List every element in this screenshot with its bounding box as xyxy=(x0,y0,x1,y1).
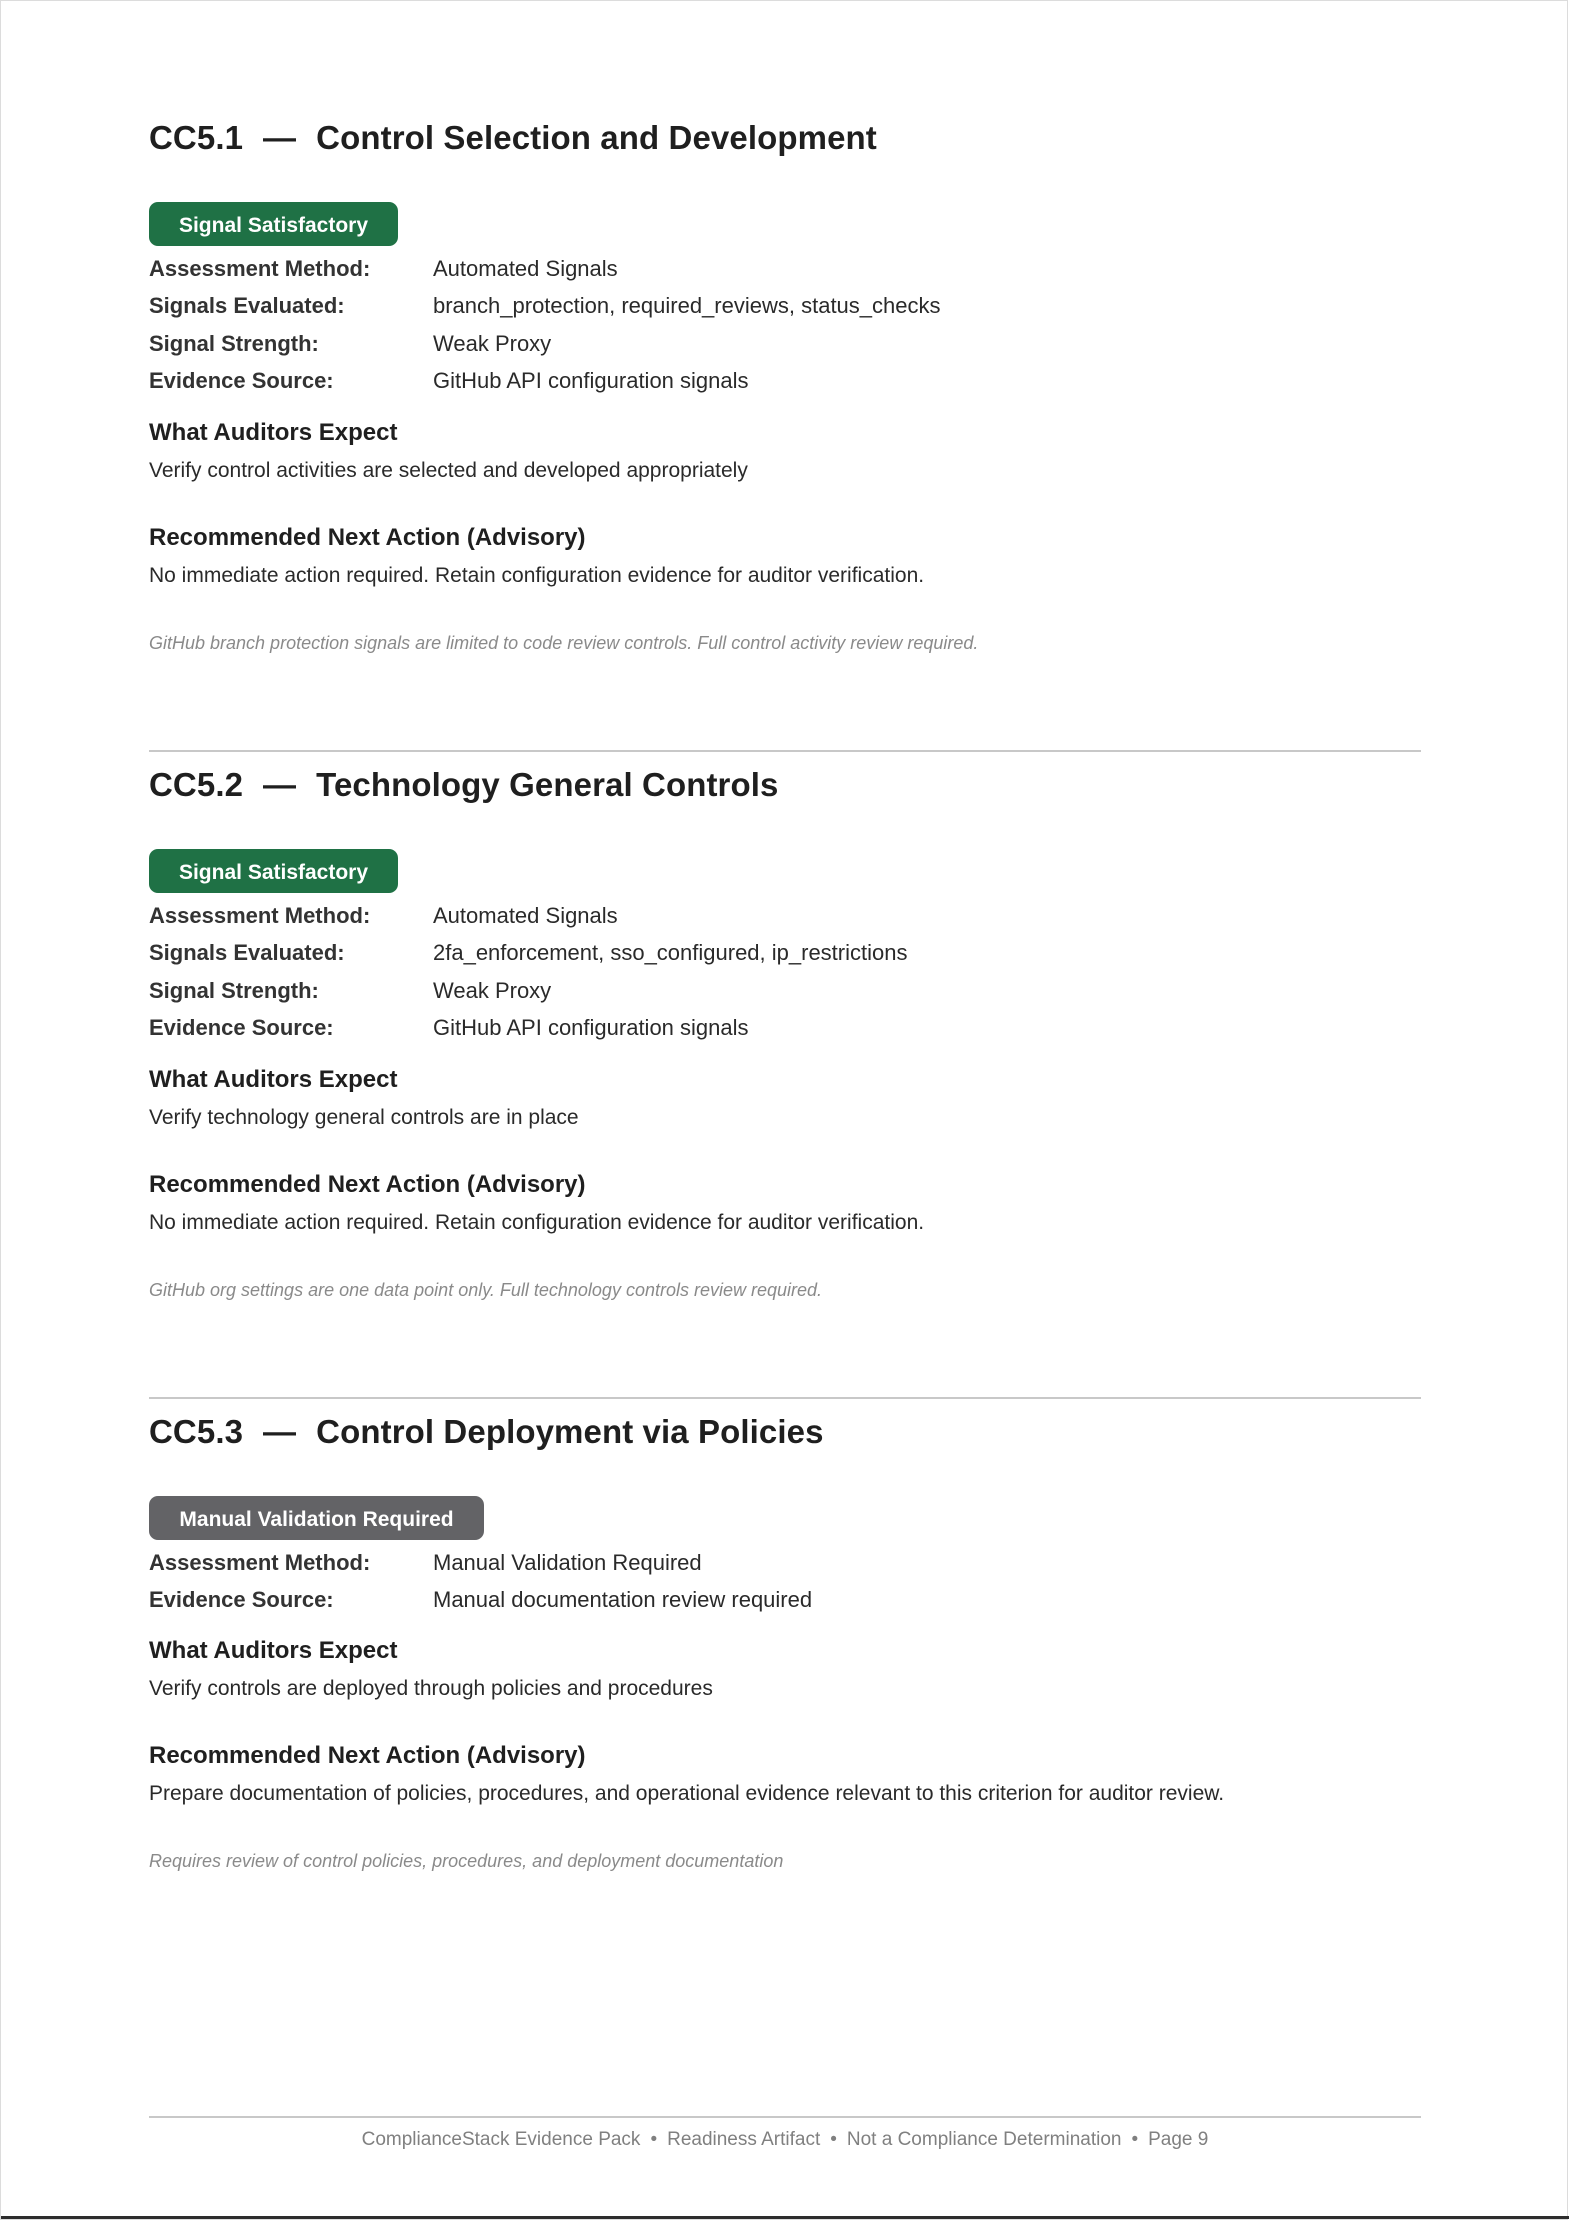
footer-disclaimer: Not a Compliance Determination xyxy=(846,2129,1122,2150)
field-label: Assessment Method: xyxy=(149,256,371,281)
field-assessment-method xyxy=(149,256,1421,286)
page-bottom-edge xyxy=(1,2216,1569,2219)
next-action-text: No immediate action required. Retain configuration evidence for auditor verification. xyxy=(149,1211,925,1234)
criterion-section-cc5-2 xyxy=(149,750,1421,1400)
criterion-id: CC5.1 xyxy=(149,119,244,156)
field-signal-strength xyxy=(149,978,1421,1008)
field-label: Assessment Method: xyxy=(149,903,371,928)
criterion-title: Control Deployment via Policies xyxy=(316,1413,824,1450)
field-value: Manual Validation Required xyxy=(433,1550,702,1575)
field-label: Signal Strength: xyxy=(149,331,319,356)
footer-separator: • xyxy=(1131,2129,1139,2150)
footer-page-number: Page 9 xyxy=(1148,2129,1209,2150)
field-label: Signal Strength: xyxy=(149,978,319,1003)
criterion-section-cc5-1 xyxy=(149,1,1421,701)
footer-separator: • xyxy=(830,2129,837,2150)
criterion-section-cc5-3 xyxy=(149,1397,1421,1897)
next-action-heading: Recommended Next Action (Advisory) xyxy=(149,524,586,551)
field-signals-evaluated xyxy=(149,293,1421,323)
field-label: Assessment Method: xyxy=(149,1550,371,1575)
title-dash: — xyxy=(263,1413,297,1450)
field-value: GitHub API configuration signals xyxy=(433,368,749,393)
field-assessment-method xyxy=(149,903,1421,933)
footer-separator: • xyxy=(650,2129,658,2150)
field-value: 2fa_enforcement, sso_configured, ip_restrictions xyxy=(433,940,908,965)
section-divider xyxy=(149,750,1421,752)
criterion-id: CC5.2 xyxy=(149,766,244,803)
field-label: Signals Evaluated: xyxy=(149,293,345,318)
auditors-expect-text: Verify controls are deployed through policies and procedures xyxy=(149,1677,713,1700)
field-value: Automated Signals xyxy=(433,256,618,281)
field-label: Signals Evaluated: xyxy=(149,940,345,965)
field-value: GitHub API configuration signals xyxy=(433,1015,749,1040)
field-assessment-method xyxy=(149,1550,1421,1580)
section-note: GitHub branch protection signals are limited to code review controls. Full control activity review required. xyxy=(149,633,979,653)
title-dash: — xyxy=(263,119,297,156)
field-value: Automated Signals xyxy=(433,903,618,928)
criterion-title: Technology General Controls xyxy=(316,766,779,803)
next-action-heading: Recommended Next Action (Advisory) xyxy=(149,1171,586,1198)
section-title xyxy=(149,766,778,804)
next-action-text: No immediate action required. Retain configuration evidence for auditor verification. xyxy=(149,564,925,587)
criterion-title: Control Selection and Development xyxy=(316,119,877,156)
status-badge: Signal Satisfactory xyxy=(149,202,398,246)
field-value: Manual documentation review required xyxy=(433,1587,813,1612)
field-evidence-source xyxy=(149,1587,1421,1617)
field-label: Evidence Source: xyxy=(149,1587,334,1612)
footer-divider xyxy=(149,2116,1421,2118)
status-badge: Signal Satisfactory xyxy=(149,849,398,893)
section-divider xyxy=(149,1397,1421,1399)
field-value: Weak Proxy xyxy=(433,978,552,1003)
section-note: Requires review of control policies, procedures, and deployment documentation xyxy=(149,1851,784,1871)
auditors-expect-heading: What Auditors Expect xyxy=(149,419,398,446)
section-title xyxy=(149,119,877,157)
page-footer xyxy=(149,2129,1421,2151)
field-value: Weak Proxy xyxy=(433,331,552,356)
footer-product: ComplianceStack Evidence Pack xyxy=(361,2129,641,2150)
section-note: GitHub org settings are one data point only. Full technology controls review required. xyxy=(149,1280,823,1300)
auditors-expect-text: Verify technology general controls are in place xyxy=(149,1106,579,1129)
auditors-expect-heading: What Auditors Expect xyxy=(149,1637,398,1664)
field-label: Evidence Source: xyxy=(149,1015,334,1040)
field-label: Evidence Source: xyxy=(149,368,334,393)
auditors-expect-heading: What Auditors Expect xyxy=(149,1066,398,1093)
criterion-id: CC5.3 xyxy=(149,1413,244,1450)
next-action-text: Prepare documentation of policies, procedures, and operational evidence relevant to this criterion for auditor review. xyxy=(149,1782,1225,1805)
field-evidence-source xyxy=(149,1015,1421,1045)
field-evidence-source xyxy=(149,368,1421,398)
title-dash: — xyxy=(263,766,297,803)
section-title xyxy=(149,1413,824,1451)
field-signal-strength xyxy=(149,331,1421,361)
next-action-heading: Recommended Next Action (Advisory) xyxy=(149,1742,586,1769)
auditors-expect-text: Verify control activities are selected and developed appropriately xyxy=(149,459,748,482)
field-signals-evaluated xyxy=(149,940,1421,970)
footer-artifact: Readiness Artifact xyxy=(667,2129,821,2150)
field-value: branch_protection, required_reviews, status_checks xyxy=(433,293,941,318)
status-badge: Manual Validation Required xyxy=(149,1496,484,1540)
